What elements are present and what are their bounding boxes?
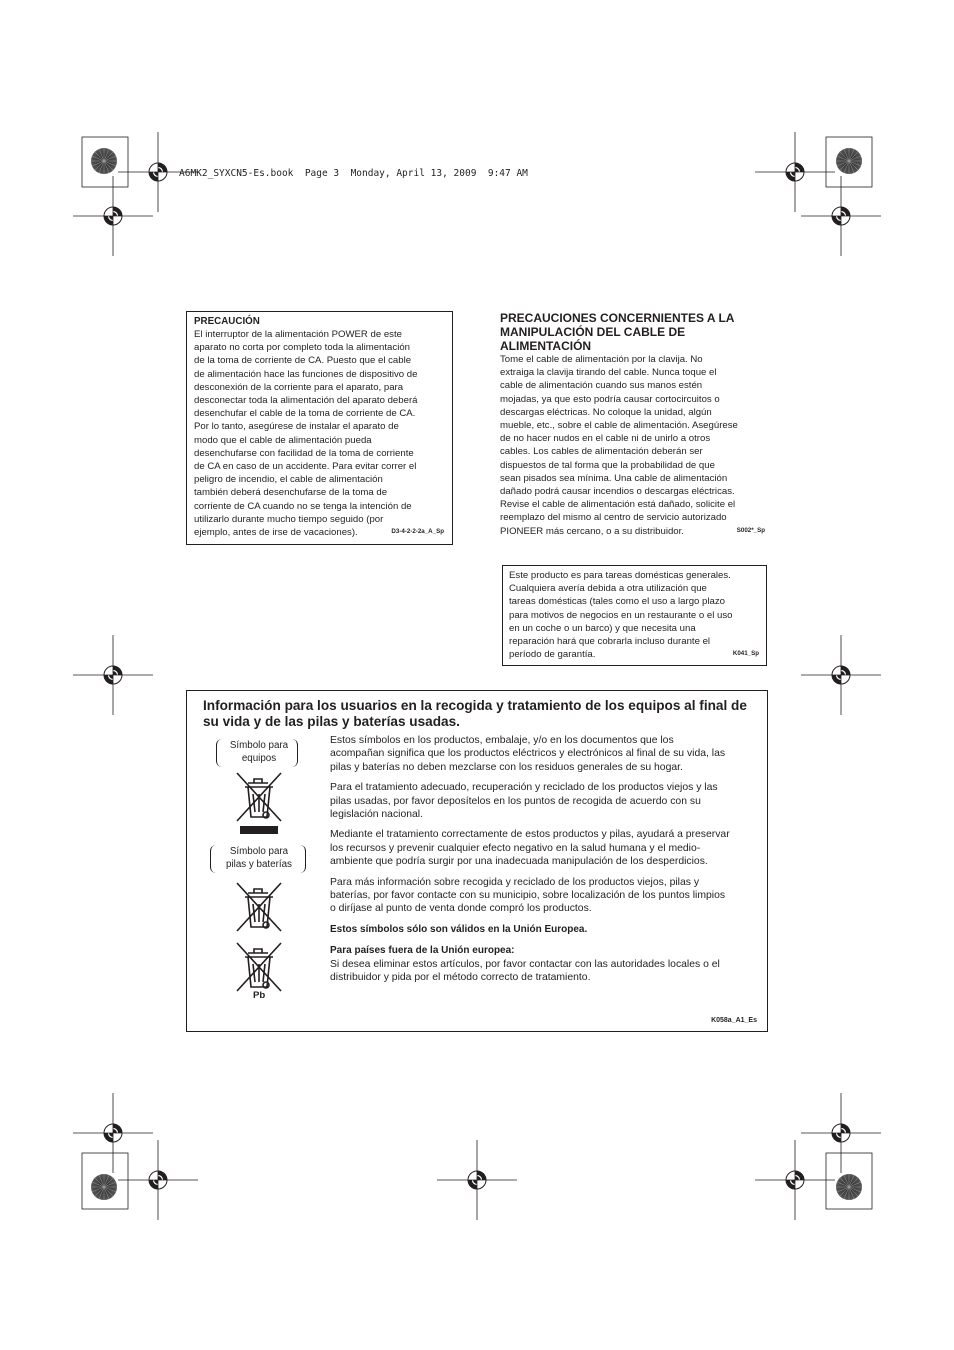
- text-line: desenchufar el cable de la toma de corriente de CA.: [194, 408, 416, 420]
- domestic-use-box: [502, 565, 767, 666]
- text-line: extraiga la clavija tirando del cable. Nunca toque el: [500, 367, 717, 379]
- text-line: cables. Los cables de alimentación deberán ser: [500, 446, 703, 458]
- title-line: su vida y de las pilas y baterías usadas.: [203, 713, 460, 729]
- text-line: dañado podrá causar incendios o descargas eléctricas.: [500, 486, 735, 498]
- text-line: mueble, etc., sobre el cable de alimentación. Asegúrese: [500, 420, 738, 432]
- text-line: distribuidor y pida por el método correcto de tratamiento.: [330, 972, 591, 984]
- cable-section: [500, 311, 768, 541]
- text-line: pilas y baterías no deben mezclarse con los residuos generales de su hogar.: [330, 761, 683, 773]
- cable-text: [500, 353, 768, 538]
- text-line: Estos símbolos en los productos, embalaje, y/o en los documentos que los: [330, 735, 674, 746]
- precaucion-title: PRECAUCIÓN: [194, 316, 260, 327]
- domestic-text: [509, 569, 767, 661]
- text-line: ambiente que podría surgir por una inadecuada manipulación de los desperdicios.: [330, 856, 708, 868]
- weee-paragraph: [330, 876, 762, 916]
- symbol-equipos-label: [217, 740, 301, 765]
- text-line: de alimentación hace las funciones de dispositivo de: [194, 368, 418, 380]
- eu-validity-note: Estos símbolos sólo son válidos en la Unión Europea.: [330, 923, 588, 935]
- text-line: Por lo tanto, asegúrese de instalar el aparato de: [194, 421, 399, 433]
- text-line: de CA en caso de un accidente. Para evitar correr el: [194, 461, 417, 473]
- title-line: ALIMENTACIÓN: [500, 339, 592, 353]
- text-line: período de garantía.: [509, 649, 596, 661]
- domestic-code: K041_Sp: [732, 650, 759, 657]
- text-line: los recursos y prevenir cualquier efecto negativo en la salud humana y el medio-: [330, 842, 701, 854]
- precaucion-code: D3-4-2-2-2a_A_Sp: [391, 528, 444, 535]
- text-line: de la toma de corriente de CA. Puesto que el cable: [194, 355, 412, 367]
- label-line: Símbolo para: [229, 740, 289, 751]
- title-line: MANIPULACIÓN DEL CABLE DE: [500, 325, 686, 339]
- text-line: PIONEER más cercano, o a su distribuidor.: [500, 525, 684, 537]
- title-line: Información para los usuarios en la recogida y tratamiento de los equipos al final de: [203, 698, 747, 713]
- text-line: utilizarlo durante mucho tiempo seguido (por: [194, 513, 384, 525]
- text-line: Cualquiera avería debida a otra utilización que: [509, 583, 707, 595]
- text-line: desconexión de la corriente para el aparato, para: [194, 381, 404, 393]
- text-line: desconectar toda la alimentación del aparato deberá: [194, 395, 418, 407]
- text-line: para motivos de negocios en un restaurante o el uso: [509, 609, 733, 621]
- text-line: Si desea eliminar estos artículos, por favor contactar con las autoridades locales o el: [330, 958, 720, 970]
- text-line: o diríjase al punto de venta donde compró los productos.: [330, 903, 592, 915]
- text-line: modo que el cable de alimentación pueda: [194, 434, 372, 446]
- crossed-bin-pb-icon: [233, 939, 285, 993]
- label-line: pilas y baterías: [226, 858, 292, 870]
- text-line: Este producto es para tareas domésticas generales.: [509, 570, 731, 581]
- text-line: reemplazo del mismo al centro de servicio autorizado: [500, 512, 727, 524]
- text-line: acompañan significa que los productos eléctricos y electrónicos al final de su vida, las: [330, 748, 726, 760]
- cable-title: [500, 311, 768, 353]
- outside-eu-title: Para países fuera de la Unión europea:: [330, 945, 515, 957]
- text-line: Revise el cable de alimentación está dañado, solicite el: [500, 499, 736, 511]
- label-line: equipos: [241, 752, 277, 764]
- text-line: dispuestos de tal forma que la probabilidad de que: [500, 459, 715, 471]
- text-line: corriente de CA cuando no se tenga la intención de: [194, 500, 412, 512]
- bracket-right-icon: [291, 739, 298, 767]
- bracket-left-icon: [210, 845, 217, 873]
- text-line: peligro de incendio, el cable de alimentación: [194, 474, 383, 486]
- text-line: aparato no corta por completo toda la alimentación: [194, 342, 410, 354]
- text-line: en un coche o un barco) y que necesita una: [509, 622, 696, 634]
- bracket-right-icon: [299, 845, 306, 873]
- text-line: El interruptor de la alimentación POWER de este: [194, 329, 402, 340]
- cable-code: S002*_Sp: [736, 527, 765, 534]
- title-line: PRECAUCIONES CONCERNIENTES A LA: [500, 311, 735, 325]
- crossed-bin-equipment-icon: [233, 769, 285, 835]
- label-line: Símbolo para: [229, 846, 289, 857]
- text-line: baterías, por favor contacte con su municipio, sobre localización de los puntos limpios: [330, 890, 726, 902]
- weee-paragraph: [330, 781, 762, 821]
- book-file-line: A6MK2_SYXCN5-Es.book Page 3 Monday, April 13, 2009 9:47 AM: [179, 168, 528, 179]
- weee-code: K058a_A1_Es: [711, 1017, 757, 1024]
- crossed-bin-battery-icon: [233, 879, 285, 933]
- weee-info-box: [186, 690, 768, 1032]
- weee-title: [203, 698, 763, 729]
- text-line: Mediante el tratamiento correctamente de estos productos y pilas, ayudará a preservar: [330, 829, 730, 841]
- pb-label: Pb: [253, 990, 266, 1001]
- text-line: sean pisados sea mínima. Una cable de alimentación: [500, 472, 728, 484]
- text-line: desenchufarse con facilidad de la toma de corriente: [194, 447, 414, 459]
- text-line: cable de alimentación cuando sus manos estén: [500, 380, 703, 392]
- bracket-left-icon: [216, 739, 223, 767]
- text-line: Tome el cable de alimentación por la clavija. No: [500, 354, 703, 365]
- text-line: tareas domésticas (tales como el uso a largo plazo: [509, 596, 725, 608]
- precaucion-box: [186, 311, 453, 545]
- precaucion-text: [194, 328, 452, 539]
- text-line: Para el tratamiento adecuado, recuperación y reciclado de los productos viejos y las: [330, 782, 718, 794]
- weee-text-column: [330, 734, 762, 992]
- symbol-pilas-label: [213, 846, 305, 871]
- text-line: legislación nacional.: [330, 809, 423, 821]
- outside-eu-section: [330, 944, 762, 984]
- text-line: pilas usadas, por favor deposítelos en los puntos de recogida de acuerdo con su: [330, 795, 701, 807]
- text-line: también deberá desenchufarse de la toma de: [194, 487, 388, 499]
- text-line: de no hacer nudos en el cable ni de unirlo a otros: [500, 433, 711, 445]
- weee-paragraph: [330, 828, 762, 868]
- weee-paragraph: [330, 734, 762, 774]
- text-line: mojadas, ya que esto podría causar cortocircuitos o: [500, 393, 720, 405]
- text-line: reparación hará que cobrarla incluso durante el: [509, 636, 711, 648]
- text-line: ejemplo, antes de irse de vacaciones).: [194, 527, 358, 539]
- text-line: descargas eléctricas. No coloque la unidad, algún: [500, 406, 712, 418]
- text-line: Para más información sobre recogida y reciclado de los productos viejos, pilas y: [330, 876, 700, 888]
